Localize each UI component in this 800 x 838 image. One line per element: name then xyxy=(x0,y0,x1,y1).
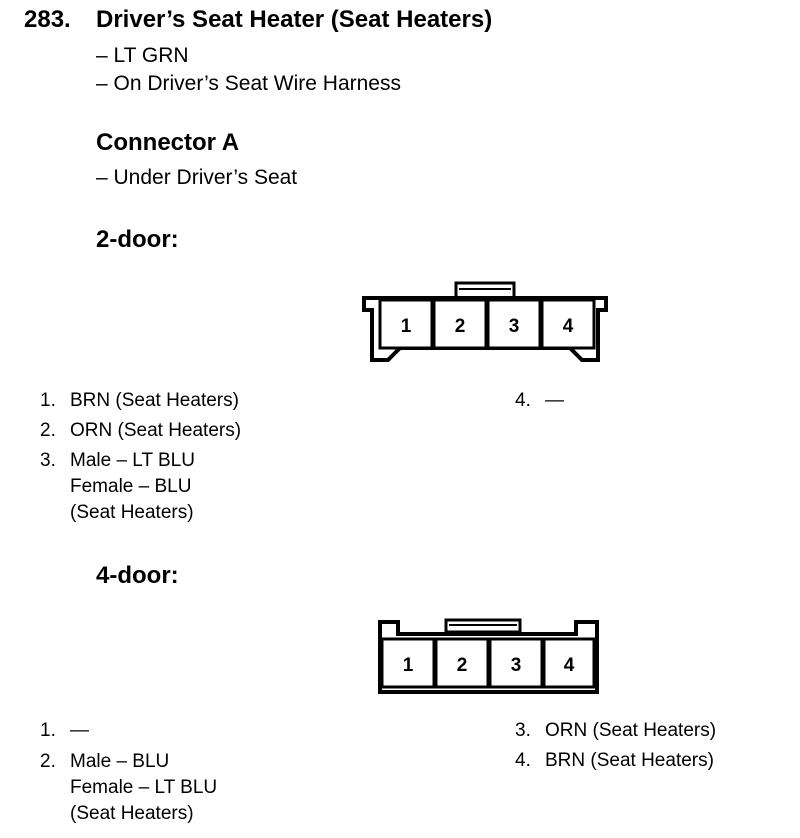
connector-heading: Connector A xyxy=(96,129,240,156)
four-door-pin-3 xyxy=(515,718,716,744)
terminal-label-4: 4 xyxy=(563,655,575,676)
item-title: Driver’s Seat Heater (Seat Heaters) xyxy=(96,6,493,33)
terminal-label-1: 1 xyxy=(402,655,414,676)
terminal-label-2: 2 xyxy=(456,655,468,676)
two-door-connector-diagram xyxy=(360,280,610,365)
terminal-label-3: 3 xyxy=(510,655,522,676)
pin-number: 2. xyxy=(40,751,56,772)
pin-number: 1. xyxy=(40,390,56,411)
pin-number: 3. xyxy=(515,720,531,741)
wire-color-line: – LT GRN xyxy=(96,44,189,67)
pin-number: 1. xyxy=(40,720,56,741)
pin-description: Male – BLU Female – LT BLU (Seat Heaters) xyxy=(70,751,218,824)
four-door-heading: 4-door: xyxy=(96,562,179,589)
four-door-pin-2 xyxy=(40,749,217,827)
four-door-connector-diagram xyxy=(376,614,601,696)
two-door-heading: 2-door: xyxy=(96,226,179,253)
terminal-label-3: 3 xyxy=(508,316,520,337)
terminal-label-2: 2 xyxy=(454,316,466,337)
pin-description: ORN (Seat Heaters) xyxy=(545,720,717,741)
connector-location: – Under Driver’s Seat xyxy=(96,166,298,189)
terminal-label-4: 4 xyxy=(562,316,574,337)
four-door-pin-4 xyxy=(515,748,714,774)
pin-number: 4. xyxy=(515,750,531,771)
pin-description: BRN (Seat Heaters) xyxy=(545,750,714,771)
pin-number: 3. xyxy=(40,450,56,471)
two-door-pin-1 xyxy=(40,388,239,414)
pin-number: 2. xyxy=(40,420,56,441)
terminal-label-1: 1 xyxy=(400,316,412,337)
pin-description: ORN (Seat Heaters) xyxy=(70,420,242,441)
four-door-pin-1 xyxy=(40,718,89,744)
pin-description: Male – LT BLU Female – BLU (Seat Heaters) xyxy=(70,450,195,523)
pin-description: — xyxy=(70,720,89,741)
pin-description: BRN (Seat Heaters) xyxy=(70,390,239,411)
pin-description: — xyxy=(545,390,564,411)
two-door-pin-4 xyxy=(515,388,564,414)
pin-number: 4. xyxy=(515,390,531,411)
two-door-pin-2 xyxy=(40,418,241,444)
item-number: 283. xyxy=(24,6,71,33)
harness-line: – On Driver’s Seat Wire Harness xyxy=(96,72,401,95)
two-door-pin-3 xyxy=(40,448,195,526)
